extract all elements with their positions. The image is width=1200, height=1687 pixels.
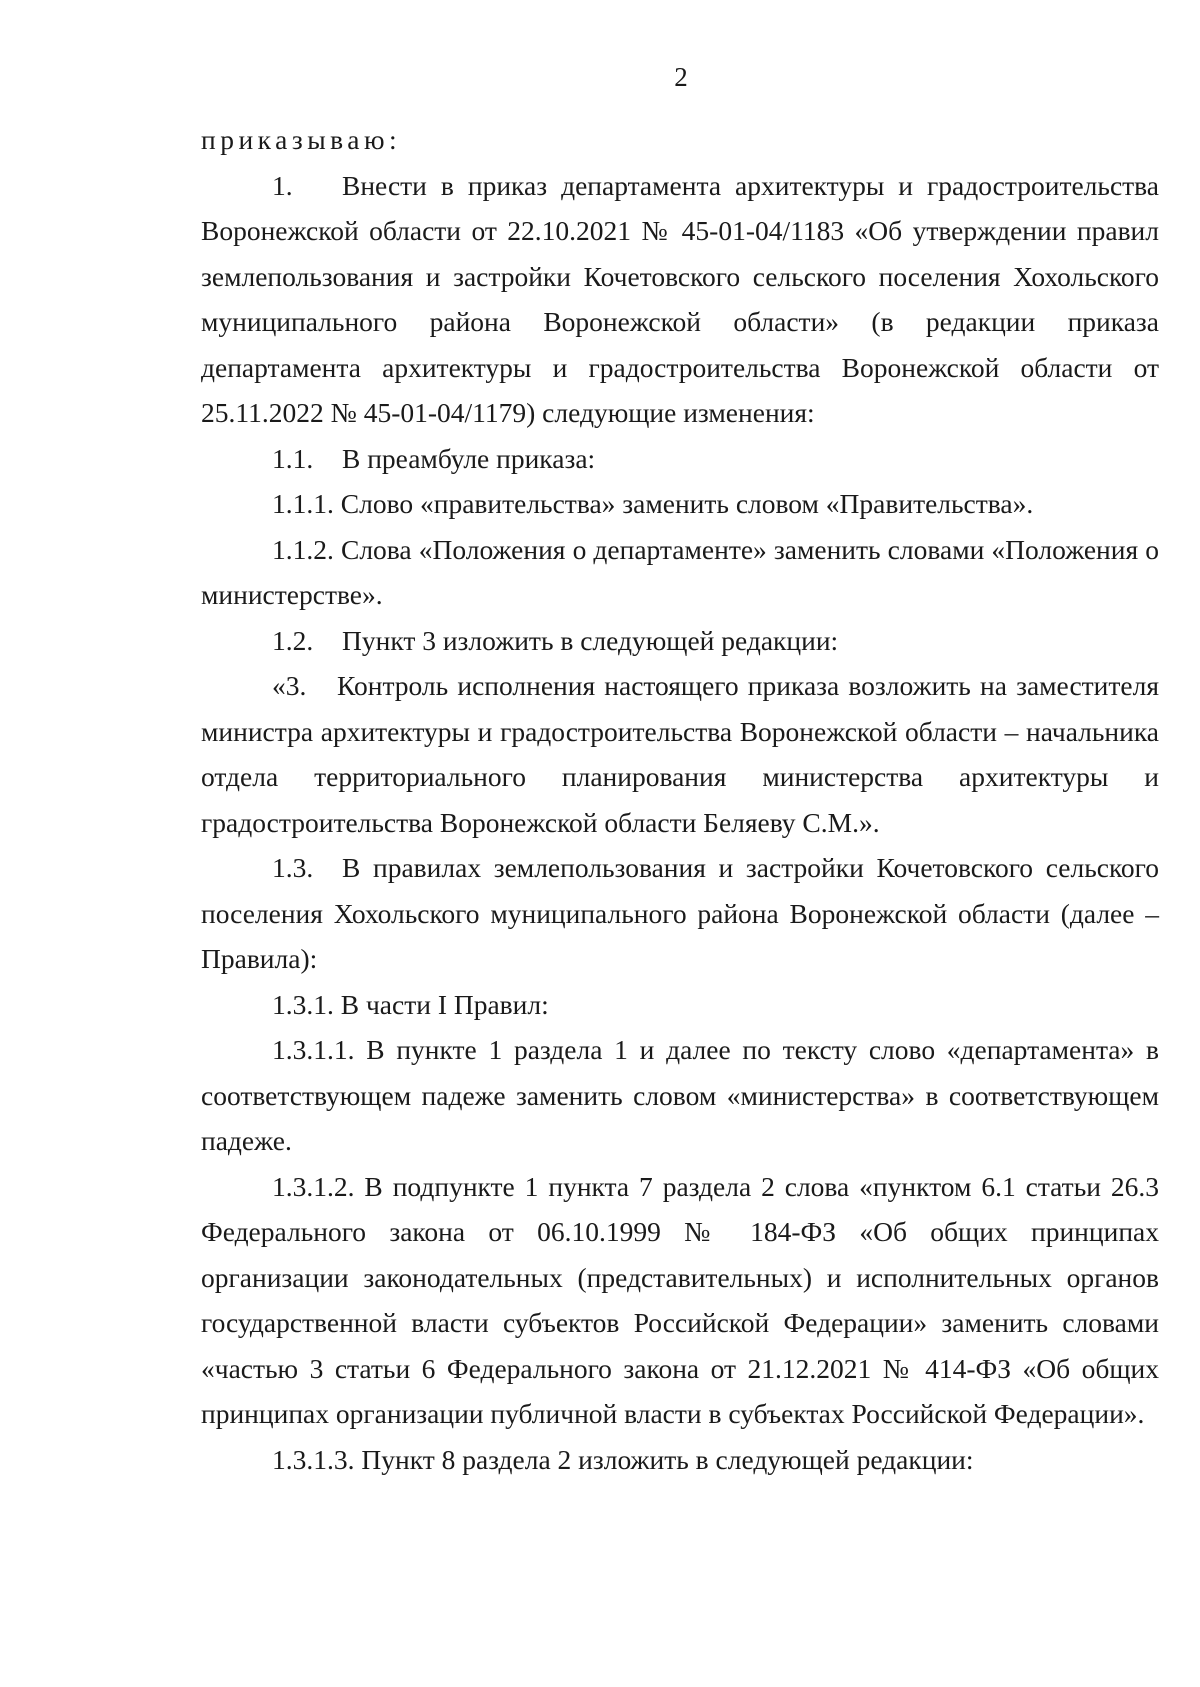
paragraph-1-3-1: 1.3.1. В части I Правил:	[272, 988, 549, 1020]
order-intro: приказываю:	[201, 124, 402, 155]
paragraph-1-3-1-3: 1.3.1.3. Пункт 8 раздела 2 изложить в следующей редакции:	[272, 1443, 974, 1475]
paragraph-1-1-1: 1.1.1. Слово «правительства» заменить словом «Правительства».	[272, 488, 1034, 519]
paragraph-1-3-number: 1.3.	[272, 852, 314, 883]
page-number: 2	[674, 62, 688, 92]
paragraph-1-3-1-1: 1.3.1.1. В пункте 1 раздела 1 и далее по тексту слово «департамента» в соответствующем падеже заменить словом «министерства» в соответствующем падеже.	[201, 1034, 1159, 1156]
paragraph-1-2-text: Пункт 3 изложить в следующей редакции:	[342, 624, 839, 656]
paragraph-1-1-text: В преамбуле приказа:	[342, 442, 596, 474]
paragraph-1-2-number: 1.2.	[272, 624, 314, 656]
paragraph-1-text: Внести в приказ департамента архитектуры и градостроительства Воронежской области от 22.10.2021 № 45-01-04/1183 «Об утверждении правил землепользования и застройки Кочетовского сельского поселения Хохольского муниципального района Воронежской области» (в редакции приказа департамента архитектуры и градостроительства Воронежской области от 25.11.2022 № 45-01-04/1179) следующие изменения:	[201, 169, 1159, 428]
paragraph-1-3-text: В правилах землепользования и застройки Кочетовского сельского поселения Хохольского муниципального района Воронежской области (далее – Правила):	[201, 852, 1159, 974]
paragraph-1-3	[201, 845, 1159, 982]
paragraph-1	[201, 163, 1159, 436]
paragraph-1-1	[201, 436, 1159, 482]
quoted-paragraph-3-number: «3.	[272, 670, 307, 701]
quoted-paragraph-3	[201, 663, 1159, 845]
paragraph-1-1-number: 1.1.	[272, 442, 314, 474]
document-body	[201, 117, 1159, 1482]
paragraph-1-3-1-2: 1.3.1.2. В подпункте 1 пункта 7 раздела 2 слова «пунктом 6.1 статьи 26.3 Федерального закона от 06.10.1999 № 184-ФЗ «Об общих принципах организации законодательных (представительных) и исполнительных органов государственной власти субъектов Российской Федерации» заменить словами «частью 3 статьи 6 Федерального закона от 21.12.2021 № 414-ФЗ «Об общих принципах организации публичной власти в субъектах Российской Федерации».	[201, 1170, 1159, 1429]
paragraph-1-2	[201, 618, 1159, 664]
paragraph-1-1-2: 1.1.2. Слова «Положения о департаменте» заменить словами «Положения о министерстве».	[201, 533, 1159, 610]
quoted-paragraph-3-text: Контроль исполнения настоящего приказа возложить на заместителя министра архитектуры и градостроительства Воронежской области – начальника отдела территориального планирования министерства архитектуры и градостроительства Воронежской области Беляеву С.М.».	[201, 670, 1159, 838]
paragraph-1-number: 1.	[272, 169, 293, 201]
